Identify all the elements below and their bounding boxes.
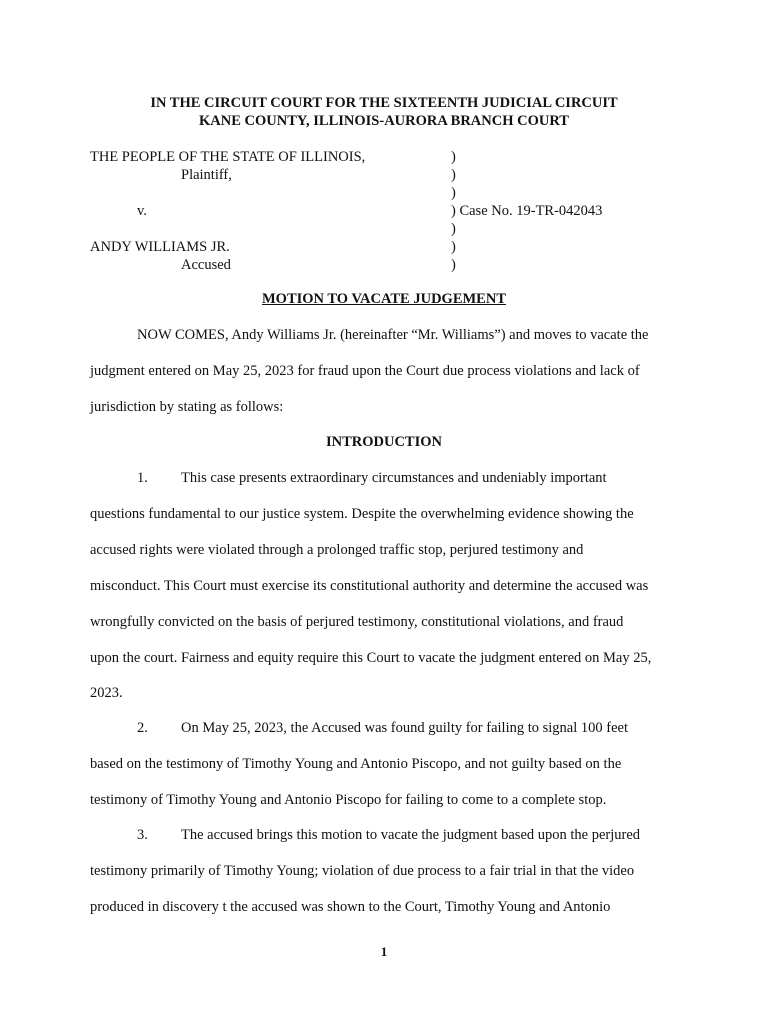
caption-paren: ) [451, 239, 456, 255]
plaintiff-name: THE PEOPLE OF THE STATE OF ILLINOIS, [90, 149, 366, 165]
paragraph-line: This case presents extraordinary circumstances and undeniably important [181, 470, 607, 486]
court-heading-line-1: IN THE CIRCUIT COURT FOR THE SIXTEENTH JUDICIAL CIRCUIT [150, 95, 618, 111]
paragraph-line: upon the court. Fairness and equity require this Court to vacate the judgment entered on May 25, [90, 650, 652, 666]
page-number: 1 [380, 944, 388, 959]
paragraph-line: On May 25, 2023, the Accused was found guilty for failing to signal 100 feet [181, 720, 629, 736]
section-heading: INTRODUCTION [325, 434, 442, 450]
paragraph-line: accused rights were violated through a prolonged traffic stop, perjured testimony and [90, 542, 584, 558]
paragraph-line: The accused brings this motion to vacate the judgment based upon the perjured [181, 827, 641, 843]
intro-line: judgment entered on May 25, 2023 for fraud upon the Court due process violations and lack of [90, 363, 640, 379]
accused-name: ANDY WILLIAMS JR. [90, 239, 230, 255]
paragraph-number: 1. [137, 470, 148, 486]
case-number: ) Case No. 19-TR-042043 [451, 203, 603, 219]
paragraph-line: misconduct. This Court must exercise its constitutional authority and determine the accused was [90, 578, 649, 594]
paragraph-number: 2. [137, 720, 148, 736]
caption-paren: ) [451, 167, 456, 183]
paragraph-line: 2023. [90, 685, 123, 701]
caption-paren: ) [451, 257, 456, 273]
versus-label: v. [137, 203, 147, 219]
court-heading-line-2: KANE COUNTY, ILLINOIS-AURORA BRANCH COURT [199, 113, 569, 129]
plaintiff-role: Plaintiff, [181, 167, 232, 183]
paragraph-line: testimony of Timothy Young and Antonio Piscopo for failing to come to a complete stop. [90, 792, 607, 808]
motion-title: MOTION TO VACATE JUDGEMENT [262, 291, 506, 307]
caption-paren: ) [451, 185, 456, 201]
caption-paren: ) [451, 149, 456, 165]
paragraph-line: produced in discovery t the accused was shown to the Court, Timothy Young and Antonio [90, 899, 611, 915]
intro-line: NOW COMES, Andy Williams Jr. (hereinafter “Mr. Williams”) and moves to vacate the [137, 327, 649, 343]
paragraph-line: questions fundamental to our justice system. Despite the overwhelming evidence showing the [90, 506, 634, 522]
paragraph-number: 3. [137, 827, 148, 843]
paragraph-line: wrongfully convicted on the basis of perjured testimony, constitutional violations, and fraud [90, 614, 624, 630]
paragraph-line: based on the testimony of Timothy Young and Antonio Piscopo, and not guilty based on the [90, 756, 622, 772]
paragraph-line: testimony primarily of Timothy Young; violation of due process to a fair trial in that the video [90, 863, 635, 879]
intro-line: jurisdiction by stating as follows: [90, 399, 284, 415]
caption-paren: ) [451, 221, 456, 237]
accused-role: Accused [181, 257, 231, 273]
